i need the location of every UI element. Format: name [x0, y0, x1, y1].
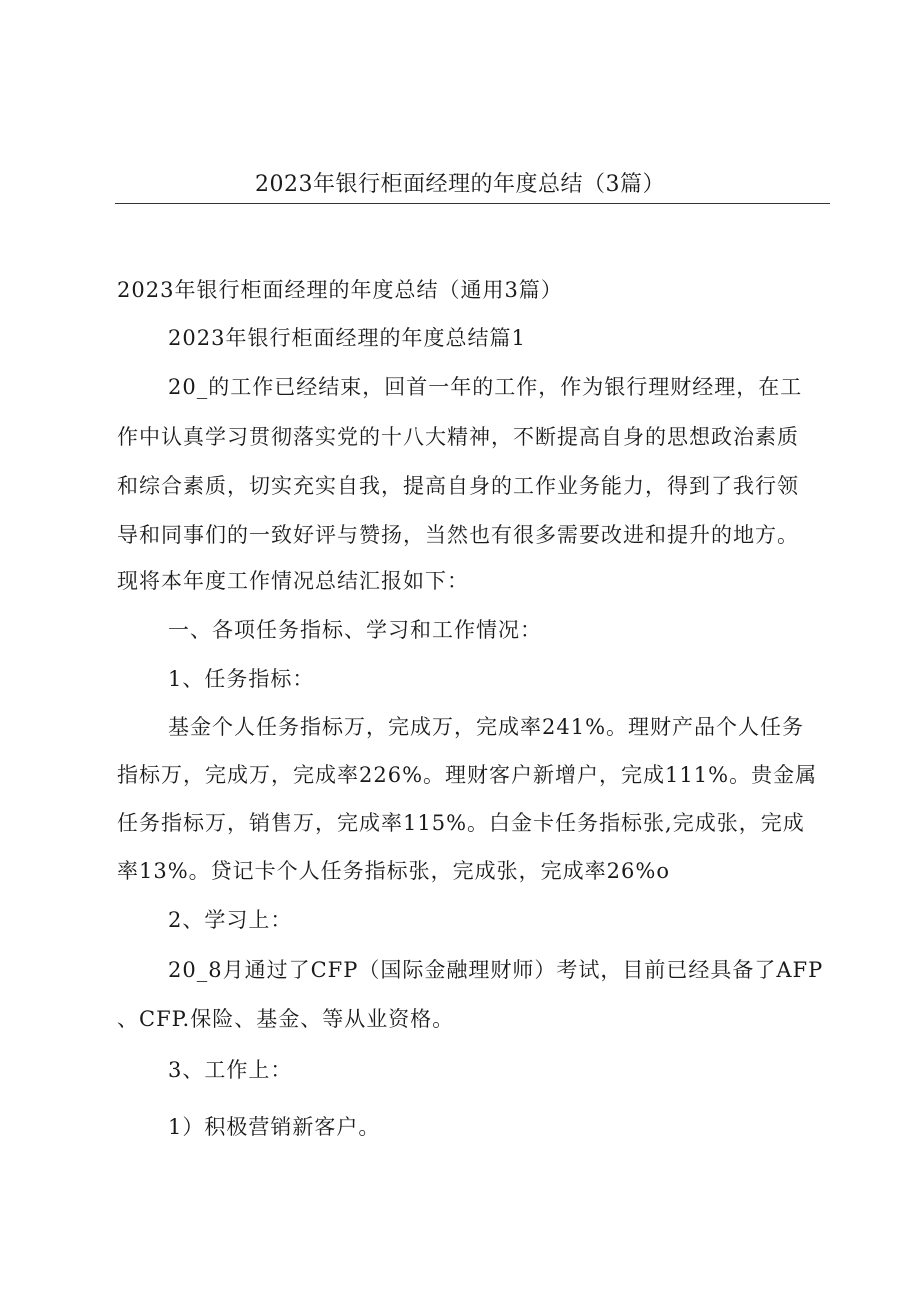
paragraph-line: 20_8月通过了CFP（国际金融理财师）考试，目前已经具备了AFP	[168, 958, 824, 982]
paragraph-line: 导和同事们的一致好评与赞扬，当然也有很多需要改进和提升的地方。	[117, 523, 799, 547]
list-item: 1）积极营销新客户。	[168, 1115, 381, 1139]
paragraph-line: 现将本年度工作情况总结汇报如下：	[117, 569, 469, 593]
paragraph-line: 20_的工作已经结束，回首一年的工作，作为银行理财经理，在工	[168, 375, 803, 399]
subtitle-line: 2023年银行柜面经理的年度总结（通用3篇）	[117, 278, 563, 302]
paragraph-line: 、CFP.保险、基金、等从业资格。	[117, 1007, 455, 1031]
title-divider	[115, 203, 830, 204]
section-heading: 一、各项任务指标、学习和工作情况：	[168, 618, 542, 642]
paragraph-line: 率13%。贷记卡个人任务指标张，完成张，完成率26%o	[117, 859, 670, 883]
paragraph-line: 和综合素质，切实充实自我，提高自身的工作业务能力，得到了我行领	[117, 474, 799, 498]
page-title: 2023年银行柜面经理的年度总结（3篇）	[255, 172, 665, 197]
subsection-heading: 1、任务指标：	[168, 667, 315, 691]
paragraph-line: 任务指标万，销售万，完成率115%。白金卡任务指标张,完成张，完成	[117, 811, 805, 835]
subsection-heading: 2、学习上：	[168, 908, 293, 932]
paragraph-line: 作中认真学习贯彻落实党的十八大精神，不断提高自身的思想政治素质	[117, 425, 799, 449]
paragraph-line: 指标万，完成万，完成率226%。理财客户新增户，完成111%。贵金属	[117, 763, 818, 787]
subsection-heading: 3、工作上：	[168, 1058, 293, 1082]
paragraph-line: 基金个人任务指标万，完成万，完成率241%。理财产品个人任务	[168, 715, 805, 739]
section-heading: 2023年银行柜面经理的年度总结篇1	[168, 326, 526, 350]
